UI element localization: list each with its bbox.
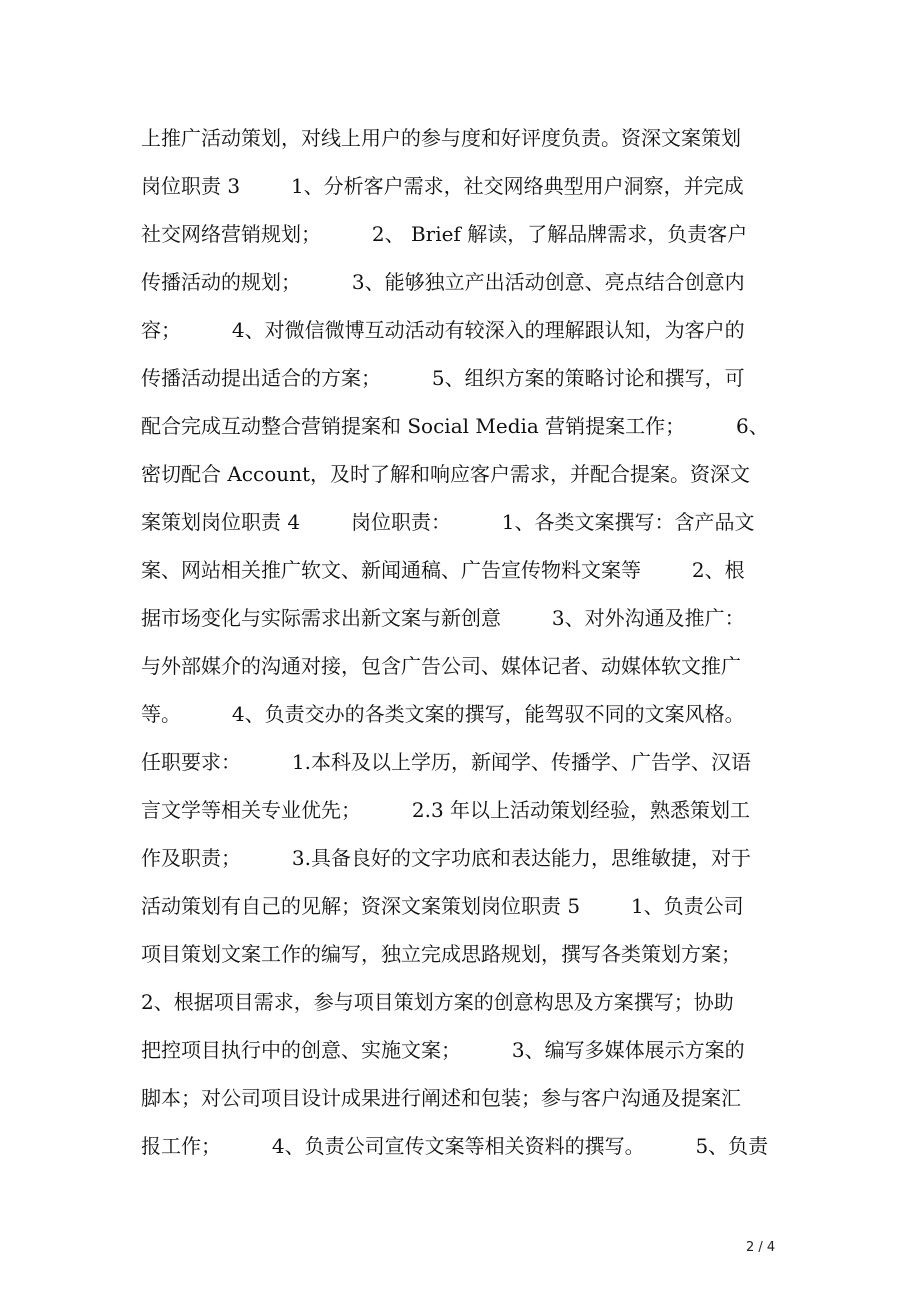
text-line: 案策划岗位职责 4 岗位职责： 1、各类文案撰写：含产品文 <box>141 510 755 534</box>
text-line: 传播活动的规划； 3、能够独立产出活动创意、亮点结合创意内 <box>141 270 745 294</box>
page-number: 2 / 4 <box>746 1240 776 1255</box>
body-text <box>141 118 801 1174</box>
text-line: 活动策划有自己的见解；资深文案策划岗位职责 5 1、负责公司 <box>141 894 744 918</box>
text-line: 2、根据项目需求，参与项目策划方案的创意构思及方案撰写；协助 <box>141 990 734 1014</box>
text-line: 作及职责； 3.具备良好的文字功底和表达能力，思维敏捷，对于 <box>141 846 751 870</box>
text-line: 案、网站相关推广软文、新闻通稿、广告宣传物料文案等 2、根 <box>141 558 745 582</box>
text-line: 据市场变化与实际需求出新文案与新创意 3、对外沟通及推广： <box>141 606 745 630</box>
text-line: 等。 4、负责交办的各类文案的撰写，能驾驭不同的文案风格。 <box>141 702 745 726</box>
text-line: 传播活动提出适合的方案； 5、组织方案的策略讨论和撰写，可 <box>141 366 745 390</box>
text-line: 密切配合 Account，及时了解和响应客户需求，并配合提案。资深文 <box>141 462 751 486</box>
text-line: 任职要求： 1.本科及以上学历，新闻学、传播学、广告学、汉语 <box>141 750 751 774</box>
text-line: 项目策划文案工作的编写，独立完成思路规划，撰写各类策划方案； <box>141 942 741 966</box>
text-line: 脚本；对公司项目设计成果进行阐述和包装；参与客户沟通及提案汇 <box>141 1086 741 1110</box>
text-line: 上推广活动策划，对线上用户的参与度和好评度负责。资深文案策划 <box>141 126 741 150</box>
text-line: 容； 4、对微信微博互动活动有较深入的理解跟认知，为客户的 <box>141 318 745 342</box>
text-line: 把控项目执行中的创意、实施文案； 3、编写多媒体展示方案的 <box>141 1038 745 1062</box>
text-line: 与外部媒介的沟通对接，包含广告公司、媒体记者、动媒体软文推广 <box>141 654 741 678</box>
text-line: 配合完成互动整合营销提案和 Social Media 营销提案工作； 6、 <box>141 414 769 438</box>
text-line: 言文学等相关专业优先； 2.3 年以上活动策划经验，熟悉策划工 <box>141 798 751 822</box>
text-line: 社交网络营销规划； 2、 Brief 解读，了解品牌需求，负责客户 <box>141 222 748 246</box>
text-line: 报工作； 4、负责公司宣传文案等相关资料的撰写。 5、负责 <box>141 1134 769 1158</box>
text-line: 岗位职责 3 1、分析客户需求，社交网络典型用户洞察，并完成 <box>141 174 744 198</box>
